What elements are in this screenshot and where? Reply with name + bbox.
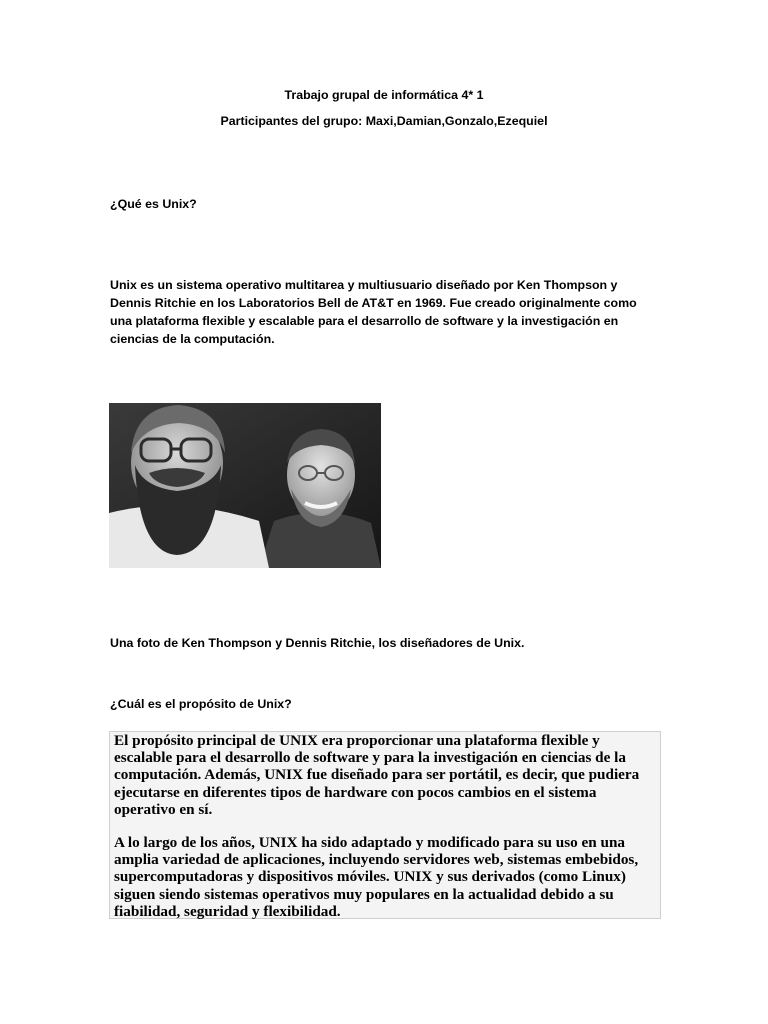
adaptation-paragraph: A lo largo de los años, UNIX ha sido adaptado y modificado para su uso en una amplia variedad de aplicaciones, incluyendo servidores web, sistemas embebidos, supercomputadoras y dispositivos móviles. UNIX y sus derivados (como Linux) siguen siendo sistemas operativos muy populares en la actualidad debido a su fiabilidad, seguridad y flexibilidad.: [114, 834, 639, 920]
photo-caption: Una foto de Ken Thompson y Dennis Ritchie, los diseñadores de Unix.: [110, 636, 525, 650]
question-purpose-of-unix: ¿Cuál es el propósito de Unix?: [110, 697, 292, 711]
unix-description-paragraph: Unix es un sistema operativo multitarea y multiusuario diseñado por Ken Thompson y Dennis Ritchie en los Laboratorios Bell de AT&T en 1969. Fue creado originalmente como una plataforma flexible y escalable para el desarrollo de software y la investigación en ciencias de la computación.: [110, 278, 637, 346]
thompson-ritchie-photo: [109, 403, 381, 568]
document-title: Trabajo grupal de informática 4* 1: [284, 88, 484, 102]
purpose-paragraph: El propósito principal de UNIX era proporcionar una plataforma flexible y escalable para el desarrollo de software y para la investigación en ciencias de la computación. Además, UNIX fue diseñado para ser portátil, es decir, que pudiera ejecutarse en diferentes tipos de hardware con pocos cambios en el sistema operativo en sí.: [114, 732, 640, 818]
participants-line: Participantes del grupo: Maxi,Damian,Gonzalo,Ezequiel: [220, 114, 548, 128]
purpose-text-box: [109, 731, 661, 919]
question-what-is-unix: ¿Qué es Unix?: [110, 197, 197, 211]
